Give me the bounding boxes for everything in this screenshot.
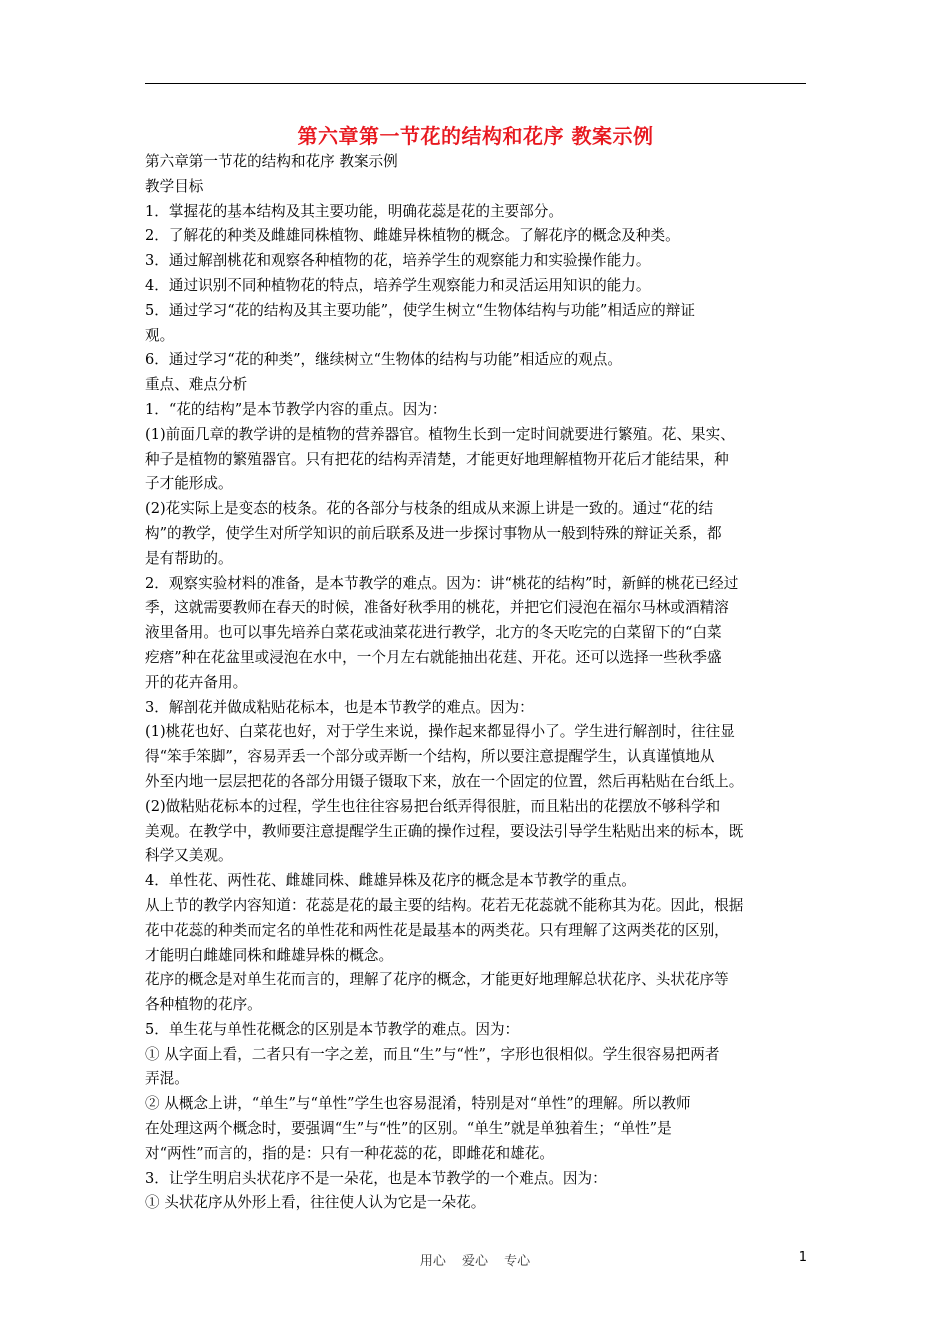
text-line: 在处理这两个概念时，要强调“生”与“性”的区别。“单生”就是单独着生；“单性”是 — [145, 1120, 672, 1138]
text-line: 4．通过识别不同种植物花的特点，培养学生观察能力和灵活运用知识的能力。 — [145, 276, 651, 294]
text-line: 5．通过学习“花的结构及其主要功能”，使学生树立“生物体结构与功能”相适应的辩证 — [145, 301, 695, 319]
text-line: 种子是植物的繁殖器官。只有把花的结构弄清楚，才能更好地理解植物开花后才能结果，种 — [145, 450, 729, 468]
text-line: ② 从概念上讲，“单生”与“单性”学生也容易混淆，特别是对“单性”的理解。所以教师 — [145, 1095, 691, 1113]
text-line: 得“笨手笨脚”，容易弄丢一个部分或弄断一个结构，所以要注意提醒学生，认真谨慎地从 — [145, 748, 715, 766]
text-line: 季，这就需要教师在春天的时候，准备好秋季用的桃花，并把它们浸泡在福尔马林或酒精溶 — [145, 599, 729, 617]
text-line: 美观。在教学中，教师要注意提醒学生正确的操作过程，要设法引导学生粘贴出来的标本，既 — [145, 822, 744, 840]
footer-motto — [0, 1250, 950, 1269]
text-line: 3．解剖花并做成粘贴花标本，也是本节教学的难点。因为： — [145, 698, 534, 716]
text-line: 1．掌握花的基本结构及其主要功能，明确花蕊是花的主要部分。 — [145, 202, 563, 220]
page-number: 1 — [798, 1250, 807, 1265]
text-line: 3．让学生明启头状花序不是一朵花，也是本节教学的一个难点。因为： — [145, 1169, 607, 1187]
text-line: 对“两性”而言的，指的是：只有一种花蕊的花，即雌花和雄花。 — [145, 1144, 554, 1162]
text-line: (2)做粘贴花标本的过程，学生也往往容易把台纸弄得很脏，而且粘出的花摆放不够科学和 — [145, 797, 721, 815]
text-line: 液里备用。也可以事先培养白菜花或油菜花进行教学，北方的冬天吃完的白菜留下的“白菜 — [145, 624, 722, 642]
text-line: 才能明白雌雄同株和雌雄异株的概念。 — [145, 946, 394, 964]
text-line: 教学目标 — [145, 177, 204, 195]
text-line: 弄混。 — [145, 1070, 189, 1088]
text-line: 5．单生花与单性花概念的区别是本节教学的难点。因为： — [145, 1020, 520, 1038]
text-line: (1)前面几章的教学讲的是植物的营养器官。植物生长到一定时间就要进行繁殖。花、果实、 — [145, 425, 735, 443]
footer-motto-item: 专心 — [504, 1254, 531, 1269]
text-line: 是有帮助的。 — [145, 549, 233, 567]
text-line: 从上节的教学内容知道：花蕊是花的最主要的结构。花若无花蕊就不能称其为花。因此，根据 — [145, 896, 744, 914]
text-line: 第六章第一节花的结构和花序 教案示例 — [145, 153, 398, 170]
document-title: 第六章第一节花的结构和花序 教案示例 — [297, 124, 654, 148]
footer-motto-item: 爱心 — [461, 1254, 488, 1269]
document-body — [145, 150, 808, 1216]
footer-motto-item: 用心 — [419, 1254, 446, 1269]
text-line: 构”的教学，使学生对所学知识的前后联系及进一步探讨事物从一般到特殊的辩证关系，都 — [145, 524, 722, 542]
text-line: 花中花蕊的种类而定名的单性花和两性花是最基本的两类花。只有理解了这两类花的区别， — [145, 921, 729, 939]
text-line: 2．了解花的种类及雌雄同株植物、雌雄异株植物的概念。了解花序的概念及种类。 — [145, 227, 680, 245]
text-line: ① 头状花序从外形上看，往往使人认为它是一朵花。 — [145, 1194, 486, 1212]
text-line: 花序的概念是对单生花而言的，理解了花序的概念，才能更好地理解总状花序、头状花序等 — [145, 971, 729, 989]
text-line: 1．“花的结构”是本节教学内容的重点。因为： — [145, 400, 447, 418]
text-line: 开的花卉备用。 — [145, 673, 248, 691]
text-line: (1)桃花也好、白菜花也好，对于学生来说，操作起来都显得小了。学生进行解剖时，往往显 — [145, 723, 735, 741]
text-line: 各种植物的花序。 — [145, 996, 262, 1014]
text-line: 观。 — [145, 326, 175, 344]
text-line: 科学又美观。 — [145, 847, 233, 865]
header-rule — [145, 83, 806, 84]
text-line: 子才能形成。 — [145, 475, 233, 493]
text-line: 6．通过学习“花的种类”，继续树立“生物体的结构与功能”相适应的观点。 — [145, 351, 622, 369]
text-line: 重点、难点分析 — [145, 376, 248, 394]
text-line: ① 从字面上看，二者只有一字之差，而且“生”与“性”，字形也很相似。学生很容易把两者 — [145, 1045, 720, 1063]
text-line: (2)花实际上是变态的枝条。花的各部分与枝条的组成从来源上讲是一致的。通过“花的结 — [145, 500, 714, 518]
text-line: 外至内地一层层把花的各部分用镊子镊取下来，放在一个固定的位置，然后再粘贴在台纸上。 — [145, 772, 744, 790]
text-line: 3．通过解剖桃花和观察各种植物的花，培养学生的观察能力和实验操作能力。 — [145, 252, 651, 270]
text-line: 疙瘩”种在花盆里或浸泡在水中，一个月左右就能抽出花莛、开花。还可以选择一些秋季盛 — [145, 648, 722, 666]
text-line: 4．单性花、两性花、雌雄同株、雌雄异株及花序的概念是本节教学的重点。 — [145, 872, 636, 890]
text-line: 2．观察实验材料的准备，是本节教学的难点。因为：讲“桃花的结构”时，新鲜的桃花已经过 — [145, 574, 739, 592]
